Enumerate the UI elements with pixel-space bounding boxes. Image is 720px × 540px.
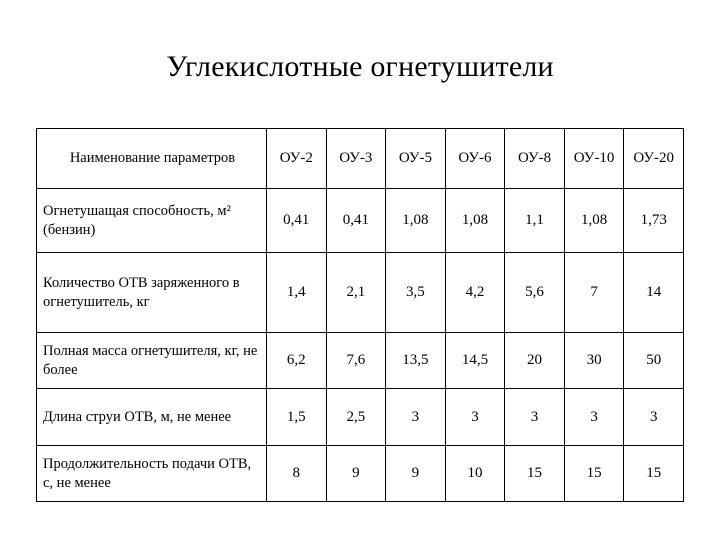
table-cell: 1,08 — [564, 189, 624, 253]
header-model: ОУ-10 — [564, 129, 624, 189]
table-cell: 1,73 — [624, 189, 684, 253]
table-cell: 7 — [564, 253, 624, 333]
header-model: ОУ-20 — [624, 129, 684, 189]
table-cell: 1,1 — [505, 189, 565, 253]
table-header-row — [37, 129, 684, 189]
row-parameter-name: Продолжительность подачи ОТВ, с, не менее — [37, 446, 267, 502]
header-model: ОУ-8 — [505, 129, 565, 189]
row-parameter-name: Полная масса огнетушителя, кг, не более — [37, 333, 267, 389]
table-cell: 1,5 — [267, 389, 327, 446]
table-cell: 1,4 — [267, 253, 327, 333]
header-parameter-name: Наименование параметров — [37, 129, 267, 189]
table-cell: 8 — [267, 446, 327, 502]
table-cell: 13,5 — [386, 333, 446, 389]
header-model: ОУ-3 — [326, 129, 386, 189]
table-cell: 1,08 — [386, 189, 446, 253]
table-cell: 2,5 — [326, 389, 386, 446]
header-model: ОУ-6 — [445, 129, 505, 189]
table-cell: 4,2 — [445, 253, 505, 333]
table-cell: 14 — [624, 253, 684, 333]
row-parameter-name: Огнетушащая способность, м² (бензин) — [37, 189, 267, 253]
table-row — [37, 446, 684, 502]
table-cell: 50 — [624, 333, 684, 389]
table-row — [37, 253, 684, 333]
header-model: ОУ-5 — [386, 129, 446, 189]
table-cell: 10 — [445, 446, 505, 502]
table-cell: 15 — [624, 446, 684, 502]
table-cell: 15 — [564, 446, 624, 502]
table-row — [37, 333, 684, 389]
table-cell: 14,5 — [445, 333, 505, 389]
table-cell: 9 — [326, 446, 386, 502]
row-parameter-name: Количество ОТВ заряженного в огнетушитель, кг — [37, 253, 267, 333]
table-cell: 3 — [624, 389, 684, 446]
table-cell: 1,08 — [445, 189, 505, 253]
table-row — [37, 189, 684, 253]
row-parameter-name: Длина струи ОТВ, м, не менее — [37, 389, 267, 446]
header-model: ОУ-2 — [267, 129, 327, 189]
table-cell: 2,1 — [326, 253, 386, 333]
table-cell: 5,6 — [505, 253, 565, 333]
table-row — [37, 389, 684, 446]
table-cell: 7,6 — [326, 333, 386, 389]
slide-title: Углекислотные огнетушители — [166, 50, 554, 83]
table-cell: 6,2 — [267, 333, 327, 389]
table-cell: 9 — [386, 446, 446, 502]
table-cell: 15 — [505, 446, 565, 502]
table-cell: 3 — [445, 389, 505, 446]
table-cell: 3 — [564, 389, 624, 446]
table-cell: 30 — [564, 333, 624, 389]
table-cell: 0,41 — [267, 189, 327, 253]
table-cell: 20 — [505, 333, 565, 389]
table-cell: 3 — [386, 389, 446, 446]
table-cell: 3,5 — [386, 253, 446, 333]
extinguisher-parameters-table — [36, 128, 684, 502]
table-cell: 3 — [505, 389, 565, 446]
table-cell: 0,41 — [326, 189, 386, 253]
